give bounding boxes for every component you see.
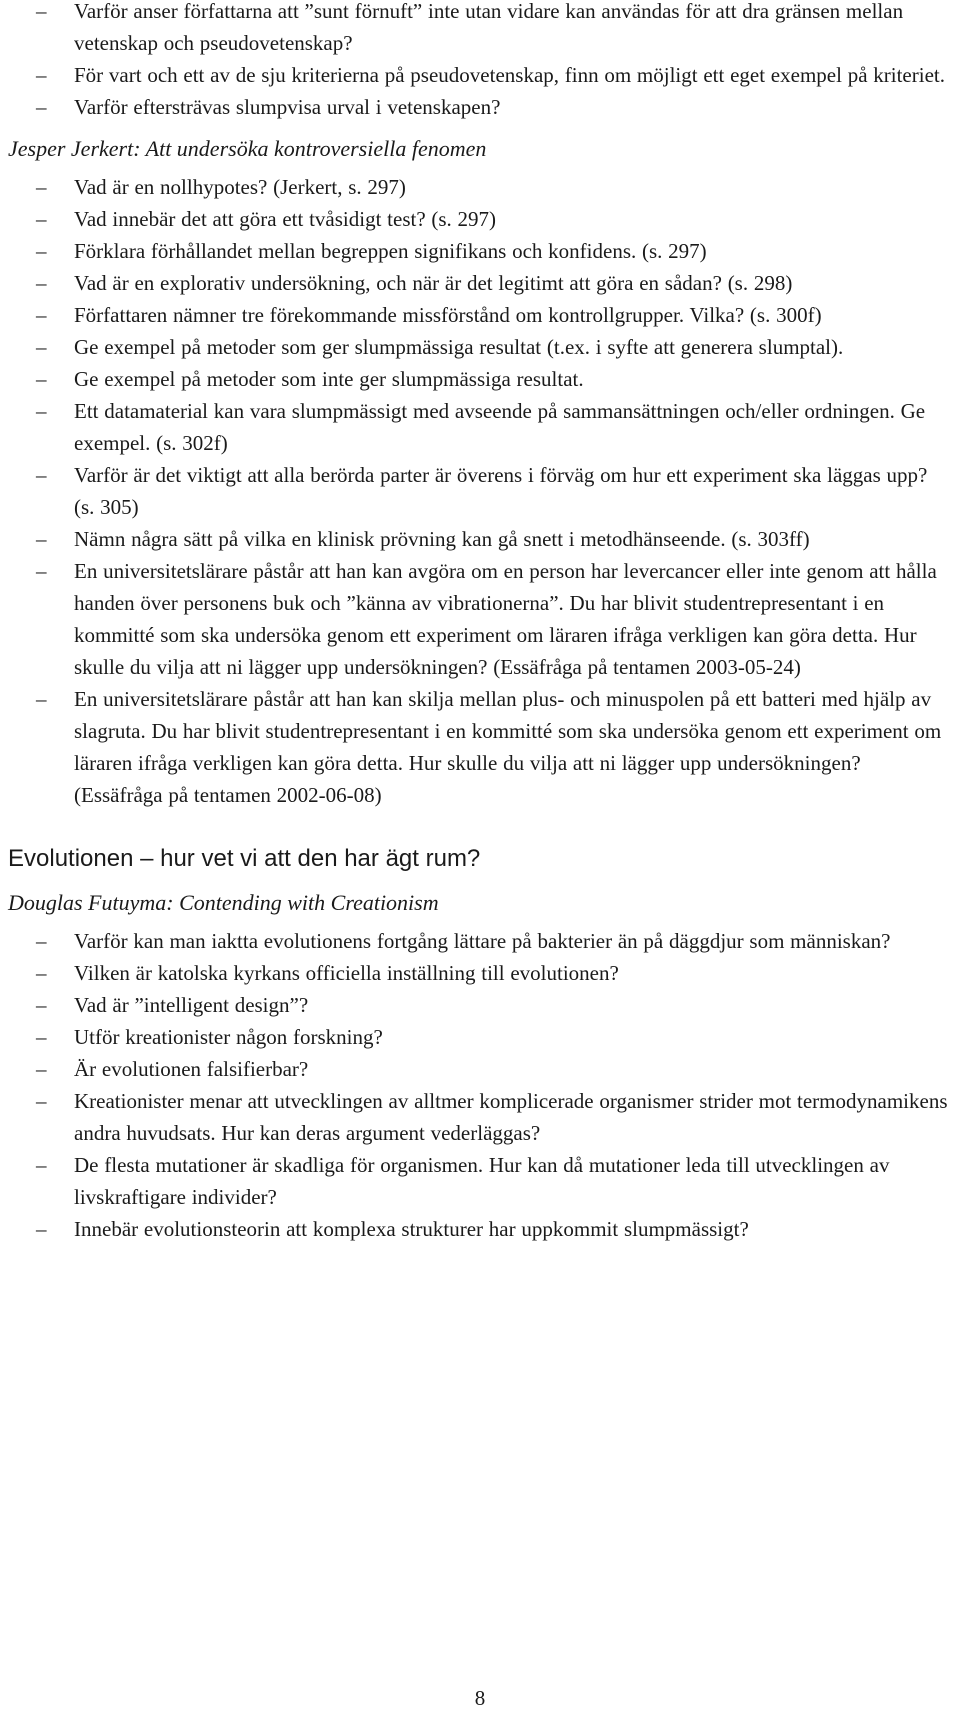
question-item [8,989,960,1021]
bullet-dash: – [36,1217,47,1241]
question-text: Utför kreationister någon forskning? [74,1025,383,1049]
question-text: Kreationister menar att utvecklingen av alltmer komplicerade organismer strider mot termodynamikens andra huvudsats. Hur kan deras argument vederläggas? [74,1089,948,1145]
question-text: Varför kan man iaktta evolutionens fortgång lättare på bakterier än på däggdjur som människan? [74,929,891,953]
question-item [8,523,960,555]
jerkert-heading: Jesper Jerkert: Att undersöka kontroversiella fenomen [8,136,487,161]
question-list-intro [8,0,960,123]
question-text: Förklara förhållandet mellan begreppen signifikans och konfidens. (s. 297) [74,239,707,263]
futuyma-heading: Douglas Futuyma: Contending with Creationism [8,890,439,915]
question-text: Är evolutionen falsifierbar? [74,1057,309,1081]
question-text: En universitetslärare påstår att han kan avgöra om en person har levercancer eller inte genom att hålla handen över personens buk och ”känna av vibrationerna”. Du har blivit studentrepresentant i en kommitté som ska undersöka genom ett experiment om läraren ifråga verkligen kan göra detta. Hur skulle du vilja att ni lägger upp undersökningen? (Essäfråga på tentamen 2003-05-24) [74,559,937,679]
bullet-dash: – [36,687,47,711]
bullet-dash: – [36,527,47,551]
question-item [8,1213,960,1245]
question-text: Varför anser författarna att ”sunt förnuft” inte utan vidare kan användas för att dra gränsen mellan vetenskap och pseudovetenskap? [74,0,904,55]
question-item [8,59,960,91]
evolution-section-heading: Evolutionen – hur vet vi att den har ägt rum? [8,845,481,872]
question-item [8,555,960,683]
bullet-dash: – [36,63,47,87]
question-text: Vad är en nollhypotes? (Jerkert, s. 297) [74,175,406,199]
question-item [8,395,960,459]
question-item [8,0,960,59]
bullet-dash: – [36,0,47,23]
bullet-dash: – [36,271,47,295]
bullet-dash: – [36,175,47,199]
question-text: Ge exempel på metoder som ger slumpmässiga resultat (t.ex. i syfte att generera slumptal). [74,335,844,359]
bullet-dash: – [36,95,47,119]
bullet-dash: – [36,1057,47,1081]
question-text: För vart och ett av de sju kriterierna på pseudovetenskap, finn om möjligt ett eget exempel på kriteriet. [74,63,945,87]
question-item [8,1085,960,1149]
bullet-dash: – [36,303,47,327]
question-text: Varför är det viktigt att alla berörda parter är överens i förväg om hur ett experiment ska läggas upp? (s. 305) [74,463,928,519]
question-item [8,91,960,123]
question-text: Varför eftersträvas slumpvisa urval i vetenskapen? [74,95,501,119]
question-item [8,683,960,811]
bullet-dash: – [36,335,47,359]
bullet-dash: – [36,1153,47,1177]
question-item [8,957,960,989]
question-item [8,267,960,299]
question-text: Ge exempel på metoder som inte ger slumpmässiga resultat. [74,367,584,391]
bullet-dash: – [36,993,47,1017]
bullet-dash: – [36,961,47,985]
bullet-dash: – [36,1025,47,1049]
question-item [8,299,960,331]
question-text: Ett datamaterial kan vara slumpmässigt med avseende på sammansättningen och/eller ordningen. Ge exempel. (s. 302f) [74,399,926,455]
question-item [8,925,960,957]
bullet-dash: – [36,463,47,487]
page-number: 8 [474,1686,486,1710]
question-item [8,331,960,363]
question-item [8,171,960,203]
bullet-dash: – [36,929,47,953]
question-text: Nämn några sätt på vilka en klinisk prövning kan gå snett i metodhänseende. (s. 303ff) [74,527,810,551]
question-text: En universitetslärare påstår att han kan skilja mellan plus- och minuspolen på ett batteri med hjälp av slagruta. Du har blivit studentrepresentant i en kommitté som ska undersöka genom ett experiment om läraren ifråga verkligen kan göra detta. Hur skulle du vilja att ni lägger upp undersökningen? (Essäfråga på tentamen 2002-06-08) [74,687,942,807]
bullet-dash: – [36,207,47,231]
bullet-dash: – [36,367,47,391]
question-item [8,235,960,267]
bullet-dash: – [36,559,47,583]
question-text: Författaren nämner tre förekommande missförstånd om kontrollgrupper. Vilka? (s. 300f) [74,303,822,327]
bullet-dash: – [36,239,47,263]
question-list-evolution [8,925,960,1245]
question-item [8,1149,960,1213]
question-text: Vilken är katolska kyrkans officiella inställning till evolutionen? [74,961,619,985]
question-text: Vad innebär det att göra ett tvåsidigt test? (s. 297) [74,207,497,231]
question-item [8,363,960,395]
question-item [8,459,960,523]
bullet-dash: – [36,1089,47,1113]
question-text: Vad är en explorativ undersökning, och när är det legitimt att göra en sådan? (s. 298) [74,271,793,295]
question-item [8,1021,960,1053]
question-text: De flesta mutationer är skadliga för organismen. Hur kan då mutationer leda till utvecklingen av livskraftigare individer? [74,1153,890,1209]
question-list-jerkert [8,171,960,811]
question-item [8,203,960,235]
question-text: Vad är ”intelligent design”? [74,993,309,1017]
bullet-dash: – [36,399,47,423]
question-item [8,1053,960,1085]
question-text: Innebär evolutionsteorin att komplexa strukturer har uppkommit slumpmässigt? [74,1217,749,1241]
